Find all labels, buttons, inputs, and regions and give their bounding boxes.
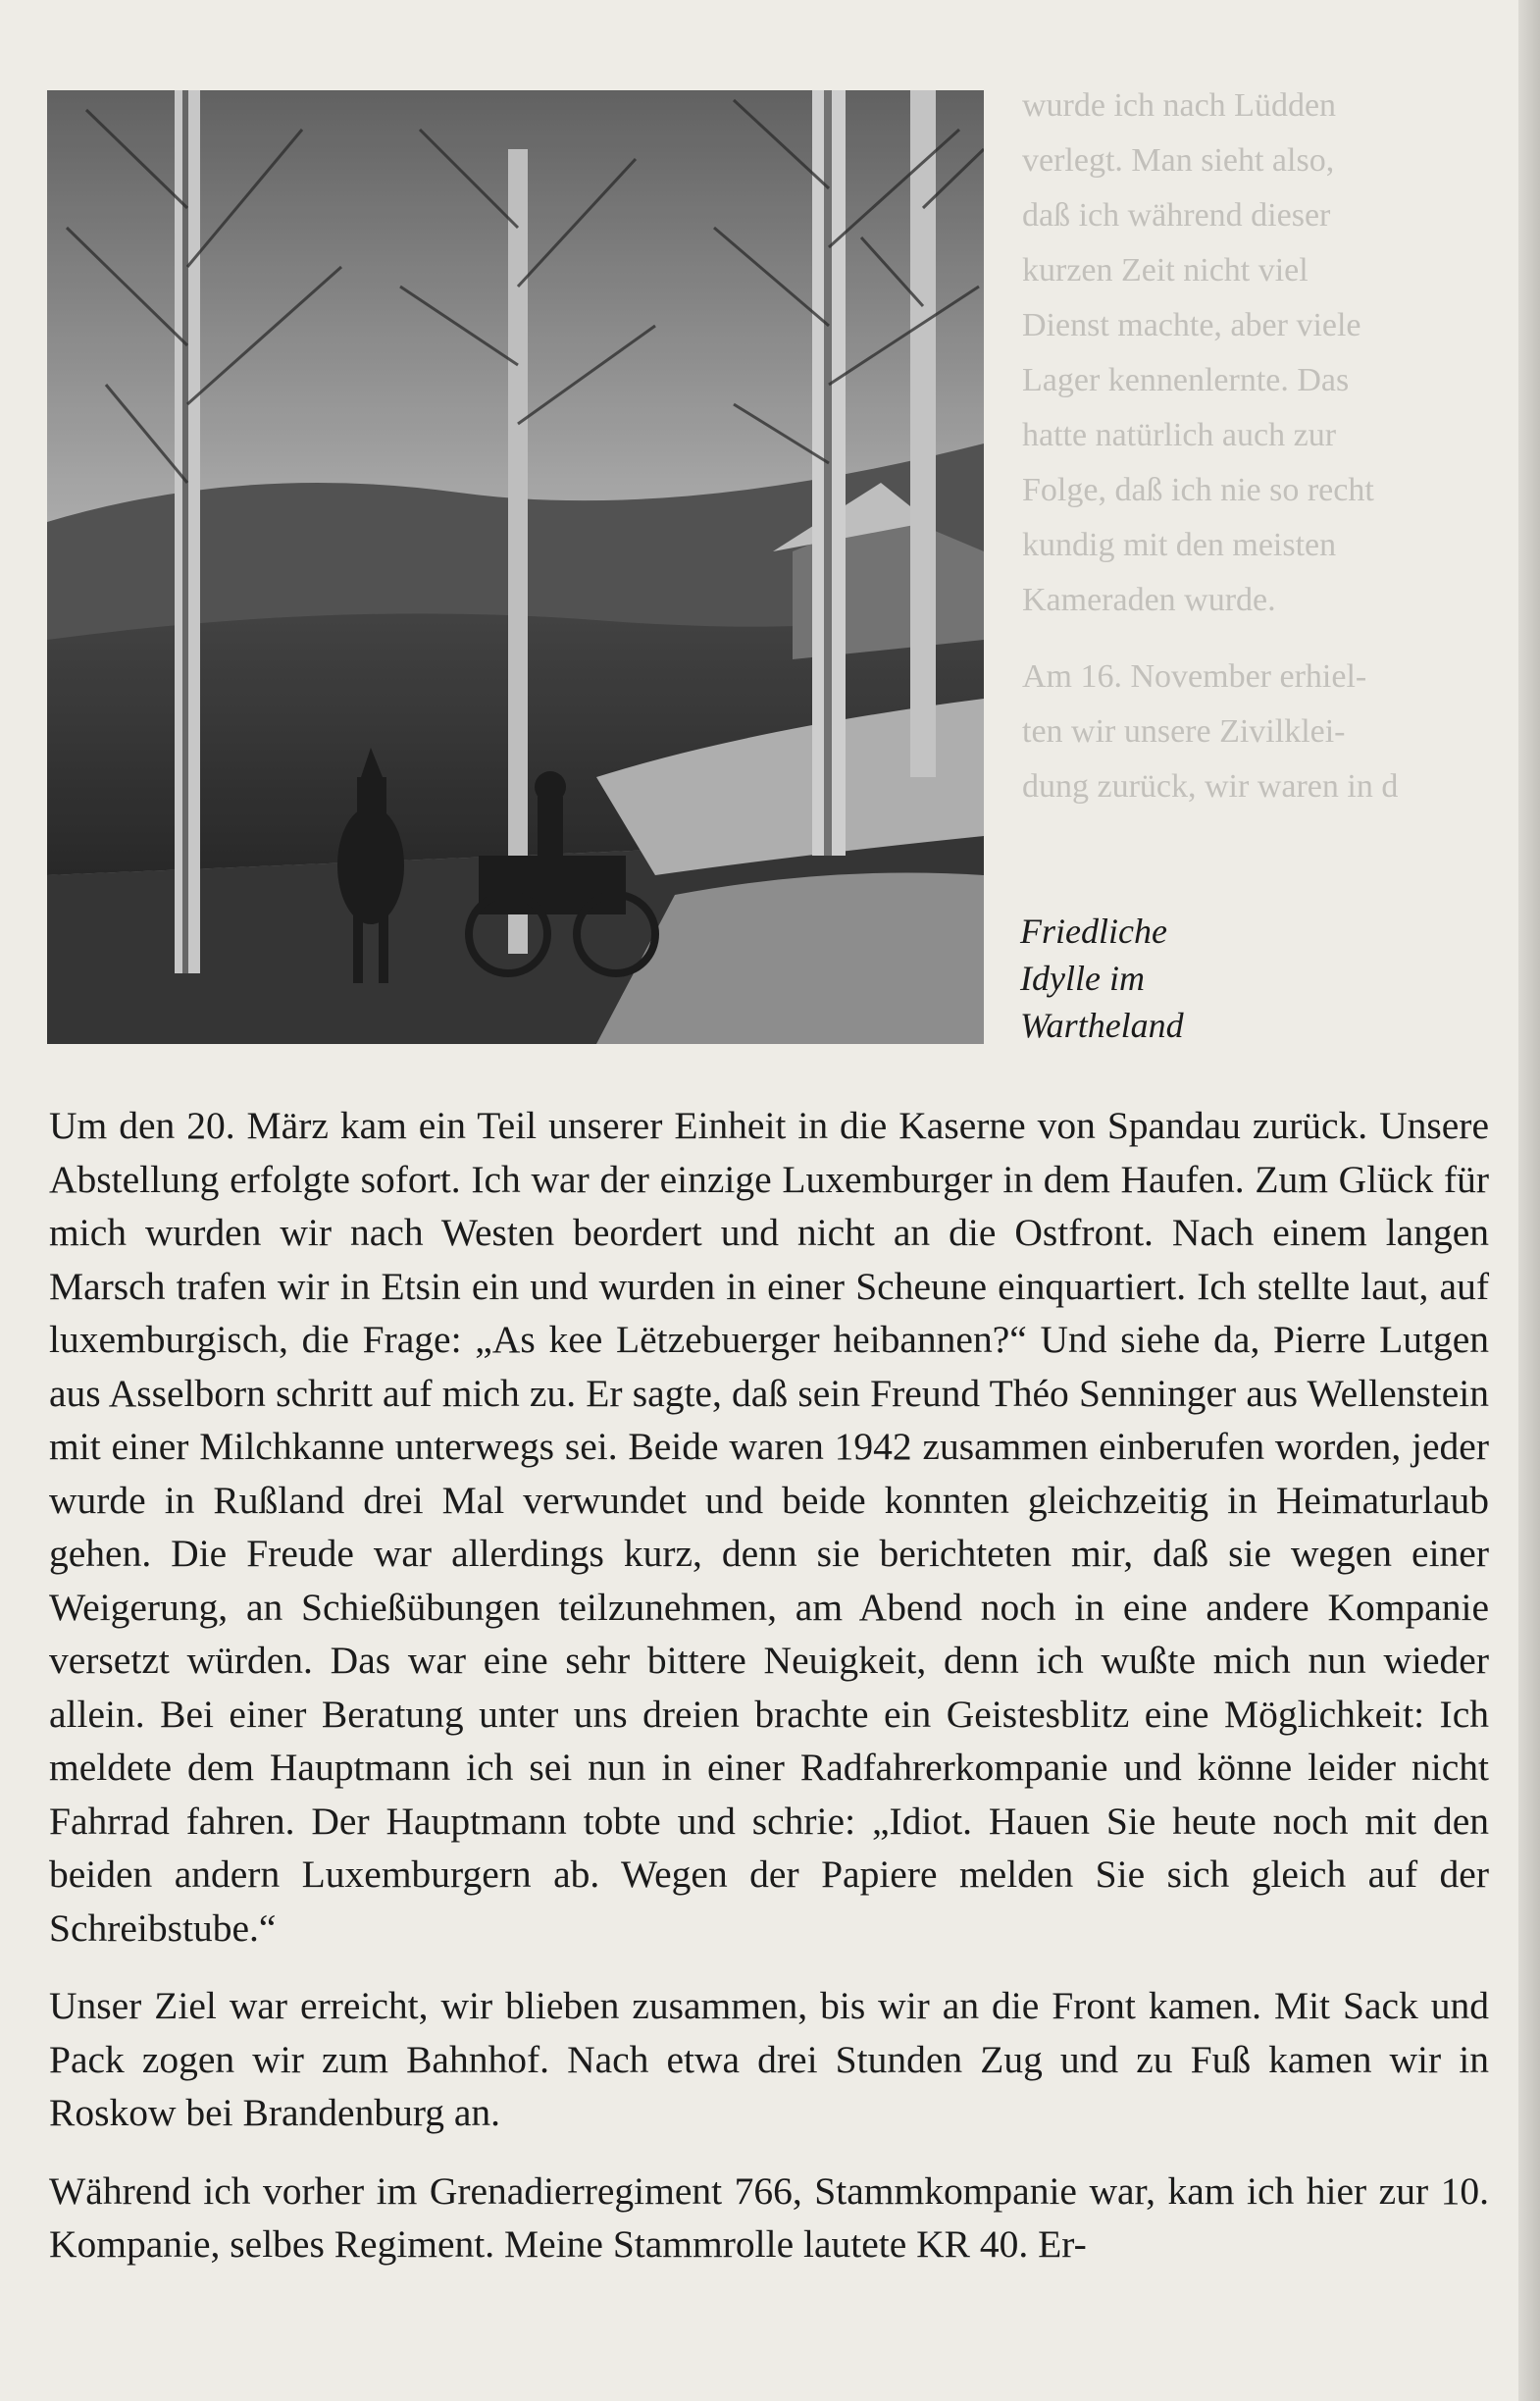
paragraph: Unser Ziel war erreicht, wir blieben zusammen, bis wir an die Front kamen. Mit Sack und Pack zogen wir zum Bahnhof. Nach etwa drei Stunden Zug und zu Fuß kamen wir in Roskow bei Brandenburg an. bbox=[49, 1984, 1489, 2134]
ghost-line: wurde ich nach Lüdden bbox=[1022, 87, 1337, 124]
bleed-through-text bbox=[1022, 78, 1493, 814]
ghost-line: ten wir unsere Zivilklei- bbox=[1022, 713, 1346, 750]
ghost-line: verlegt. Man sieht also, bbox=[1022, 142, 1335, 179]
paragraph: Um den 20. März kam ein Teil unserer Einheit in die Kaserne von Spandau zurück. Unsere Abstellung erfolgte sofort. Ich war der einzige Luxemburger in dem Haufen. Zum Glück für mich wurden wir nach Westen beordert und nicht an die Ostfront. Nach einem langen Marsch trafen wir in Etsin ein und wurden in einer Scheune einquartiert. Ich stellte laut, auf luxemburgisch, die Frage: „As kee Lëtzebuerger heibannen?“ Und siehe da, Pierre Lutgen aus Asselborn schritt auf mich zu. Er sagte, daß sein Freund Théo Senninger aus Wellenstein mit einer Milchkanne unterwegs sei. Beide waren 1942 zusammen einberufen worden, jeder wurde in Rußland drei Mal verwundet und beide konnten gleichzeitig in Heimaturlaub gehen. Die Freude war allerdings kurz, denn sie berichteten mir, daß sie wegen einer Weigerung, an Schießübungen teilzunehmen, am Abend noch in eine andere Kompanie versetzt würden. Das war eine sehr bittere Neuigkeit, denn ich wußte mich nun wieder allein. Bei einer Beratung unter uns dreien brachte ein Geistesblitz eine Möglichkeit: Ich meldete dem Hauptmann ich sei nun in einer Radfahrerkompanie und könne leider nicht Fahrrad fahren. Der Hauptmann tobte und schrie: „Idiot. Hauen Sie heute noch mit den beiden andern Luxemburgern ab. Wegen der Papiere melden Sie sich gleich auf der Schreibstube.“ bbox=[49, 1104, 1489, 1950]
landscape-photo bbox=[47, 90, 984, 1044]
ghost-line: hatte natürlich auch zur bbox=[1022, 417, 1337, 453]
ghost-line: Folge, daß ich nie so recht bbox=[1022, 472, 1374, 508]
ghost-line: dung zurück, wir waren in d bbox=[1022, 768, 1399, 805]
paragraph: Während ich vorher im Grenadierregiment 766, Stammkompanie war, kam ich hier zur 10. Kompanie, selbes Regiment. Meine Stammrolle lautete KR 40. Er- bbox=[49, 2168, 1489, 2266]
page-edge bbox=[1518, 0, 1540, 2401]
ghost-line: Dienst machte, aber viele bbox=[1022, 307, 1361, 343]
ghost-line: Lager kennenlernte. Das bbox=[1022, 362, 1350, 398]
body-text bbox=[49, 1099, 1489, 2296]
caption-line: Friedliche bbox=[1020, 912, 1167, 951]
ghost-line: daß ich während dieser bbox=[1022, 197, 1331, 234]
photo-illustration bbox=[47, 90, 984, 1044]
ghost-line: Am 16. November erhiel- bbox=[1022, 658, 1367, 695]
ghost-line: Kameraden wurde. bbox=[1022, 582, 1276, 618]
ghost-line: kundig mit den meisten bbox=[1022, 527, 1337, 563]
photo-caption bbox=[1020, 908, 1334, 1049]
caption-line: Idylle im bbox=[1020, 959, 1145, 998]
caption-line: Wartheland bbox=[1020, 1006, 1184, 1045]
ghost-line: kurzen Zeit nicht viel bbox=[1022, 252, 1309, 288]
